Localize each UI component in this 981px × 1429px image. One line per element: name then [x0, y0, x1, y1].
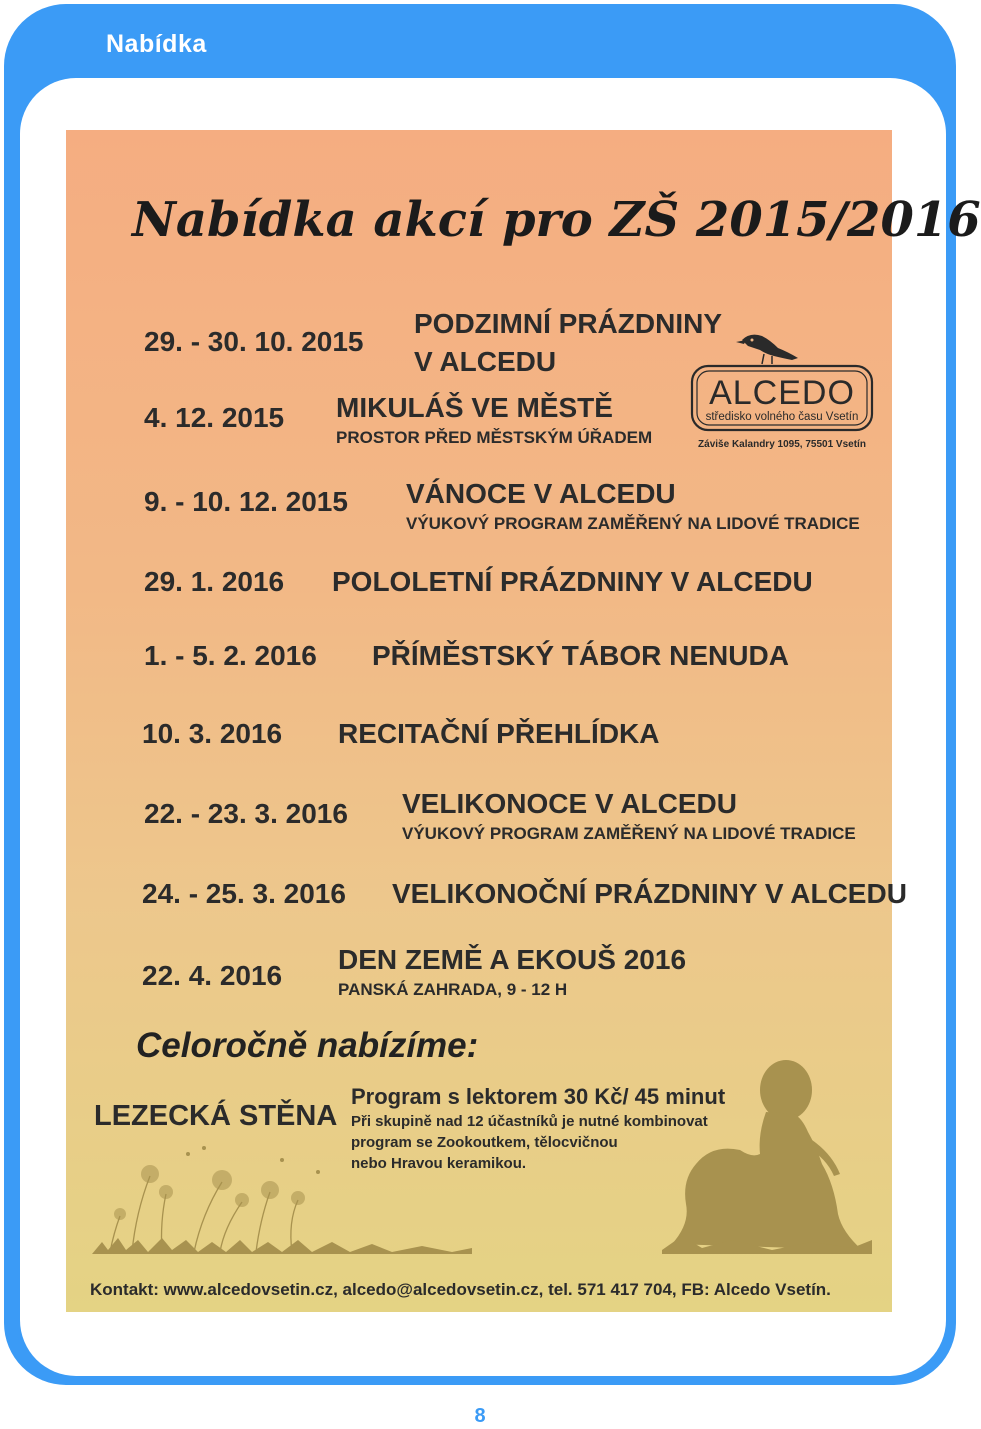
- program-line: nebo Hravou keramikou.: [351, 1155, 527, 1172]
- event-title: DEN ZEMĚ A EKOUŠ 2016: [338, 944, 687, 975]
- poster: [66, 130, 981, 1312]
- program-heading: Program s lektorem 30 Kč/ 45 minut: [351, 1084, 726, 1109]
- header-title: Nabídka: [106, 30, 207, 58]
- logo-name: ALCEDO: [709, 374, 855, 412]
- climbing-wall-label: LEZECKÁ STĚNA: [94, 1100, 338, 1132]
- event-subtitle: PROSTOR PŘED MĚSTSKÝM ÚŘADEM: [336, 428, 653, 447]
- event-date: 29. - 30. 10. 2015: [144, 326, 364, 357]
- event-title: PODZIMNÍ PRÁZDNINY: [414, 308, 722, 339]
- event-date: 1. - 5. 2. 2016: [144, 640, 317, 671]
- child-silhouette-icon: [662, 1054, 872, 1254]
- logo-tagline: středisko volného času Vsetín: [705, 411, 859, 423]
- logo-address: Záviše Kalandry 1095, 75501 Vsetín: [698, 439, 866, 450]
- event-subtitle: PANSKÁ ZAHRADA, 9 - 12 H: [338, 980, 568, 999]
- contact-line: Kontakt: www.alcedovsetin.cz, alcedo@alcedovsetin.cz, tel. 571 417 704, FB: Alcedo Vsetín.: [90, 1280, 831, 1299]
- event-title: POLOLETNÍ PRÁZDNINY V ALCEDU: [332, 566, 813, 597]
- page-number: 8: [474, 1405, 486, 1427]
- program-line: Při skupině nad 12 účastníků je nutné kombinovat: [351, 1113, 708, 1130]
- event-title: VÁNOCE V ALCEDU: [406, 478, 676, 509]
- event-date: 10. 3. 2016: [142, 718, 283, 749]
- kingfisher-icon: [736, 335, 798, 364]
- event-date: 29. 1. 2016: [144, 566, 285, 597]
- poster-title: Nabídka akcí pro ZŠ 2015/2016: [132, 192, 981, 248]
- event-title: MIKULÁŠ VE MĚSTĚ: [336, 392, 613, 423]
- event-title-line2: V ALCEDU: [414, 346, 557, 377]
- alcedo-logo: [690, 328, 874, 456]
- event-date: 4. 12. 2015: [144, 402, 285, 433]
- event-title: VELIKONOČNÍ PRÁZDNINY V ALCEDU: [392, 878, 907, 909]
- event-title: VELIKONOCE V ALCEDU: [402, 788, 737, 819]
- event-subtitle: VÝUKOVÝ PROGRAM ZAMĚŘENÝ NA LIDOVÉ TRADICE: [406, 514, 860, 533]
- program-line: program se Zookoutkem, tělocvičnou: [351, 1134, 618, 1151]
- event-date: 22. - 23. 3. 2016: [144, 798, 348, 829]
- year-round-heading: Celoročně nabízíme:: [136, 1026, 479, 1065]
- event-title: PŘÍMĚSTSKÝ TÁBOR NENUDA: [372, 640, 789, 671]
- dandelion-icon: [92, 1142, 472, 1254]
- event-date: 9. - 10. 12. 2015: [144, 486, 348, 517]
- event-title: RECITAČNÍ PŘEHLÍDKA: [338, 718, 660, 749]
- event-date: 22. 4. 2016: [142, 960, 283, 991]
- event-subtitle: VÝUKOVÝ PROGRAM ZAMĚŘENÝ NA LIDOVÉ TRADICE: [402, 824, 856, 843]
- event-date: 24. - 25. 3. 2016: [142, 878, 346, 909]
